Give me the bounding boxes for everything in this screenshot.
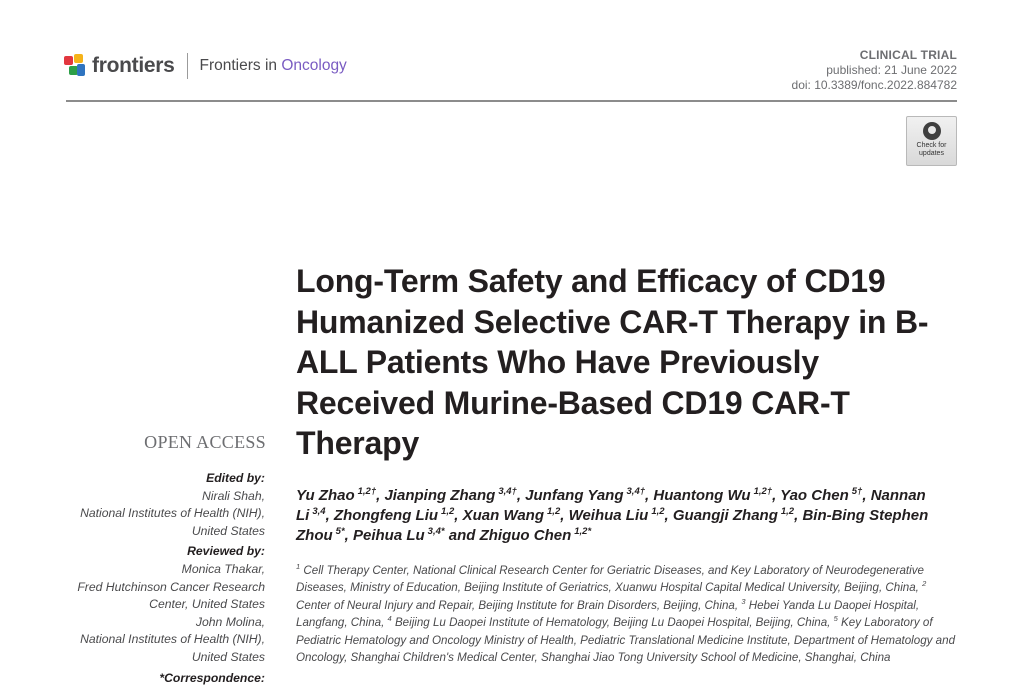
affiliation-list (296, 562, 961, 666)
editorial-sidebar (35, 470, 265, 687)
author-affiliation-marker: 1,2 (441, 505, 455, 517)
editor-line: Nirali Shah, (202, 488, 265, 503)
affiliation-item: $^4$ Beijing Lu Daopei Institute of Hematology, Beijing Lu Daopei Hospital, Beijing, China, (387, 614, 831, 630)
logo-square-blue (77, 64, 85, 76)
doi[interactable]: doi: 10.3389/fonc.2022.884782 (791, 78, 957, 92)
check-for-updates-button[interactable] (906, 116, 957, 166)
logo-square-yellow (74, 54, 83, 63)
affiliation-number: 1 (296, 562, 301, 572)
affiliation-number: 5 (833, 614, 838, 624)
author-name[interactable]: Zhongfeng Liu $^{1,2}$ (333, 505, 455, 524)
logo-divider (187, 53, 188, 79)
author-name[interactable]: Peihua Lu $^{3,4*}$ (352, 525, 445, 544)
affiliation-item: $^2$ Center of Neural Injury and Repair, Beijing Institute for Brain Disorders, Beijing, China, (296, 579, 927, 612)
author-name[interactable]: Zhiguo Chen $^{1,2*}$ (479, 525, 592, 544)
author-name[interactable]: Bin-Bing Stephen Zhou $^{5*}$ (296, 506, 929, 544)
author-affiliation-marker: 3,4† (626, 486, 646, 497)
affiliation-number: 2 (922, 579, 927, 589)
check-for-updates-icon (923, 122, 941, 140)
reviewer-line: John Molina, (195, 614, 265, 629)
affiliation-number: 3 (741, 596, 746, 606)
frontiers-logo-mark-icon (64, 54, 86, 78)
published-date: published: 21 June 2022 (826, 63, 957, 77)
author-affiliation-marker: 1,2 (547, 505, 561, 517)
brand-name: frontiers (92, 54, 175, 77)
author-list: Yu Zhao $^{1,2\dagger}$, Jianping Zhang $^{3,4\dagger}$, Junfang Yang $^{3,4\dagger}$, Huantong Wu $^{1,2\dagger}$, Yao Chen $^{5\dagger}$, Nannan Li $^{3,4}$, Zhongfeng Liu $^{1,2}$, Xuan Wang $^{1,2}$, Weihua Liu $^{1,2}$, Guangji Zhang $^{1,2}$, Bin-Bing Stephen Zhou $^{5*}$, Peihua Lu $^{3,4*}$ and Zhiguo Chen $^{1,2*}$ (296, 486, 929, 544)
header-rule (66, 100, 957, 102)
logo-square-red (64, 56, 73, 65)
journal-name (199, 57, 346, 75)
affiliation-number: 4 (387, 614, 392, 624)
author-name[interactable]: Nannan Li $^{3,4}$ (296, 487, 926, 524)
check-for-updates-label: Check for updates (916, 142, 947, 157)
article-title: Long-Term Safety and Efficacy of CD19 Humanized Selective CAR-T Therapy in B-ALL Patients Who Have Previously Received Murine-Based CD19 CAR-T Therapy (296, 263, 929, 461)
author-affiliation-marker: 5† (851, 486, 863, 497)
reviewer-line: National Institutes of Health (NIH), (80, 632, 265, 647)
editor-line: National Institutes of Health (NIH), (80, 506, 265, 521)
author-affiliation-marker: 1,2* (574, 525, 592, 537)
reviewer-line: Center, United States (149, 597, 265, 612)
reviewer-list (35, 561, 265, 667)
edited-by-label: Edited by: (206, 471, 265, 485)
author-affiliation-marker: 1,2 (651, 505, 665, 517)
author-affiliation-marker: 3,4 (312, 505, 326, 517)
author-name[interactable]: Huantong Wu $^{1,2\dagger}$ (653, 486, 773, 504)
author-name[interactable]: Guangji Zhang $^{1,2}$ (672, 505, 795, 524)
frontiers-logo[interactable] (64, 52, 347, 80)
author-name[interactable]: Yao Chen $^{5\dagger}$ (780, 486, 863, 504)
author-affiliation-marker: 5* (335, 525, 345, 537)
article-meta (792, 48, 957, 93)
author-name[interactable]: Weihua Liu $^{1,2}$ (568, 505, 665, 524)
reviewer-line: Fred Hutchinson Cancer Research (77, 579, 265, 594)
reviewer-line: United States (191, 649, 265, 664)
editor-line: United States (191, 523, 265, 538)
journal-accent: Oncology (281, 57, 347, 74)
author-name[interactable]: Xuan Wang $^{1,2}$ (462, 505, 561, 524)
author-affiliation-marker: 3,4* (427, 525, 445, 537)
author-affiliation-marker: 3,4† (498, 486, 517, 497)
correspondence-label: *Correspondence: (159, 670, 265, 685)
author-affiliation-marker: 1,2† (357, 486, 377, 497)
article-type: CLINICAL TRIAL (859, 48, 957, 62)
author-name[interactable]: Jianping Zhang $^{3,4\dagger}$ (384, 486, 517, 504)
author-name[interactable]: Junfang Yang $^{3,4\dagger}$ (525, 486, 646, 504)
reviewed-by-label: Reviewed by: (187, 544, 265, 559)
author-affiliation-marker: 1,2 (780, 505, 795, 517)
affiliation-item: $^5$ Key Laboratory of Pediatric Hematology and Oncology Ministry of Health, Pediatric Translational Medicine Institute, Department of Hematology and Oncology, Shanghai Children's Medical Center, Shanghai Jiao Tong University School of Medicine, Shanghai, China (296, 614, 956, 665)
affiliation-item: $^1$ Cell Therapy Center, National Clinical Research Center for Geriatric Diseases, and Key Laboratory of Neurodegenerative Diseases, Ministry of Education, Beijing Institute of Geriatrics, Xuanwu Hospital Capital Medical University, Beijing, China, (296, 562, 924, 595)
editor-list (35, 488, 265, 541)
author-affiliation-marker: 1,2† (753, 486, 773, 497)
journal-prefix: Frontiers in (199, 57, 282, 74)
author-name[interactable]: Yu Zhao $^{1,2\dagger}$ (296, 486, 377, 504)
reviewer-line: Monica Thakar, (181, 561, 265, 576)
affiliation-item: $^3$ Hebei Yanda Lu Daopei Hospital, Langfang, China, (296, 596, 920, 630)
open-access-label: OPEN ACCESS (144, 432, 266, 452)
